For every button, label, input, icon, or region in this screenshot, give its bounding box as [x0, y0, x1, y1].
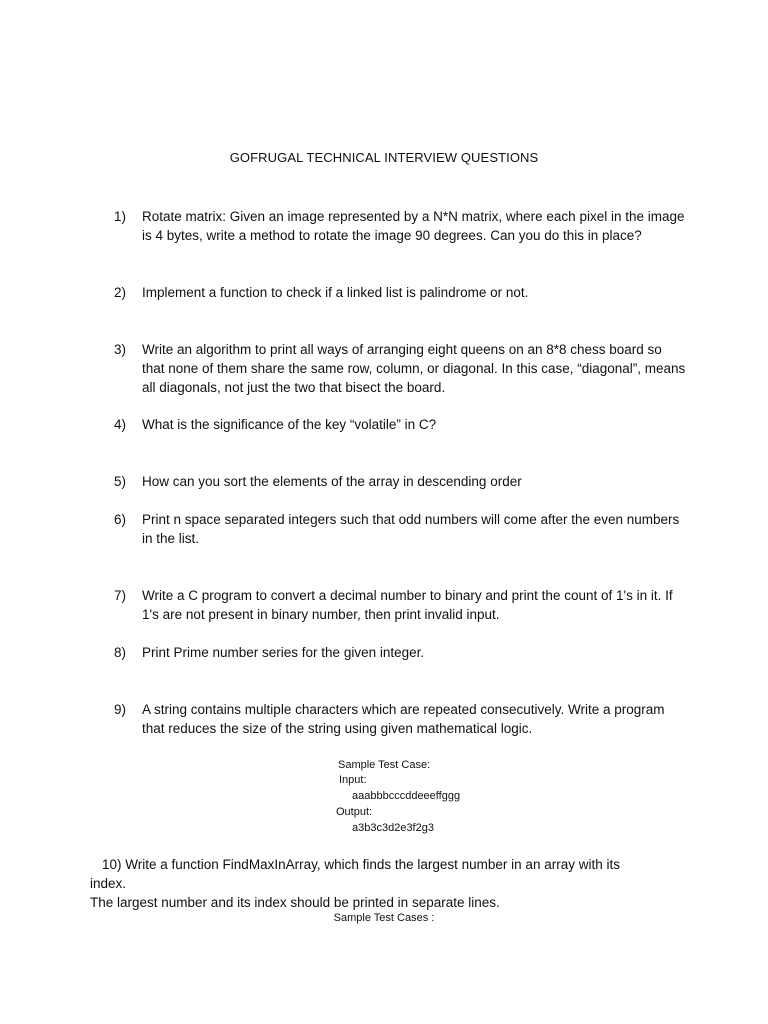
question-number: 7) [113, 588, 126, 603]
question-text: Print n space separated integers such that odd numbers will come after the even numbers in the list. [142, 512, 680, 546]
sample-test-cases-heading: Sample Test Cases : [333, 912, 435, 924]
sample-input-label: Input: [339, 774, 367, 786]
question-10-line-3: The largest number and its index should be printed in separate lines. [90, 895, 500, 910]
sample-input-value: aaabbbcccddeeeffggg [352, 790, 461, 802]
question-text: A string contains multiple characters which are repeated consecutively. Write a program that reduces the size of the string using given mathematical logic. [142, 702, 665, 736]
question-text: What is the significance of the key “volatile” in C? [142, 417, 437, 432]
sample-output-label: Output: [336, 806, 373, 818]
question-number: 4) [113, 417, 126, 432]
question-10-line-2: index. [90, 876, 127, 891]
question-text: Print Prime number series for the given integer. [142, 645, 425, 660]
sample-output-value: a3b3c3d2e3f2g3 [352, 822, 434, 834]
question-text: Rotate matrix: Given an image represented by a N*N matrix, where each pixel in the image is 4 bytes, write a method to rotate the image 90 degrees. Can you do this in place? [142, 209, 685, 243]
question-number: 3) [113, 342, 126, 357]
question-text: Write a C program to convert a decimal number to binary and print the count of 1's in it. If 1's are not present in binary number, then print invalid input. [142, 588, 673, 622]
question-number: 1) [113, 209, 126, 224]
sample-test-case-heading: Sample Test Case: [338, 759, 431, 771]
question-number: 5) [113, 474, 126, 489]
question-number: 8) [113, 645, 126, 660]
question-10 [90, 855, 690, 912]
question-10-line-1: 10) Write a function FindMaxInArray, which finds the largest number in an array with its [102, 857, 620, 872]
question-number: 9) [113, 702, 126, 717]
document-title: GOFRUGAL TECHNICAL INTERVIEW QUESTIONS [229, 150, 539, 165]
question-text: Write an algorithm to print all ways of arranging eight queens on an 8*8 chess board so that none of them share the same row, column, or diagonal. In this case, “diagonal”, means all diagonals, not just the two that bisect the board. [142, 342, 686, 395]
question-number: 6) [113, 512, 126, 527]
question-text: How can you sort the elements of the array in descending order [142, 474, 522, 489]
question-text: Implement a function to check if a linked list is palindrome or not. [142, 285, 529, 300]
question-number: 2) [113, 285, 126, 300]
